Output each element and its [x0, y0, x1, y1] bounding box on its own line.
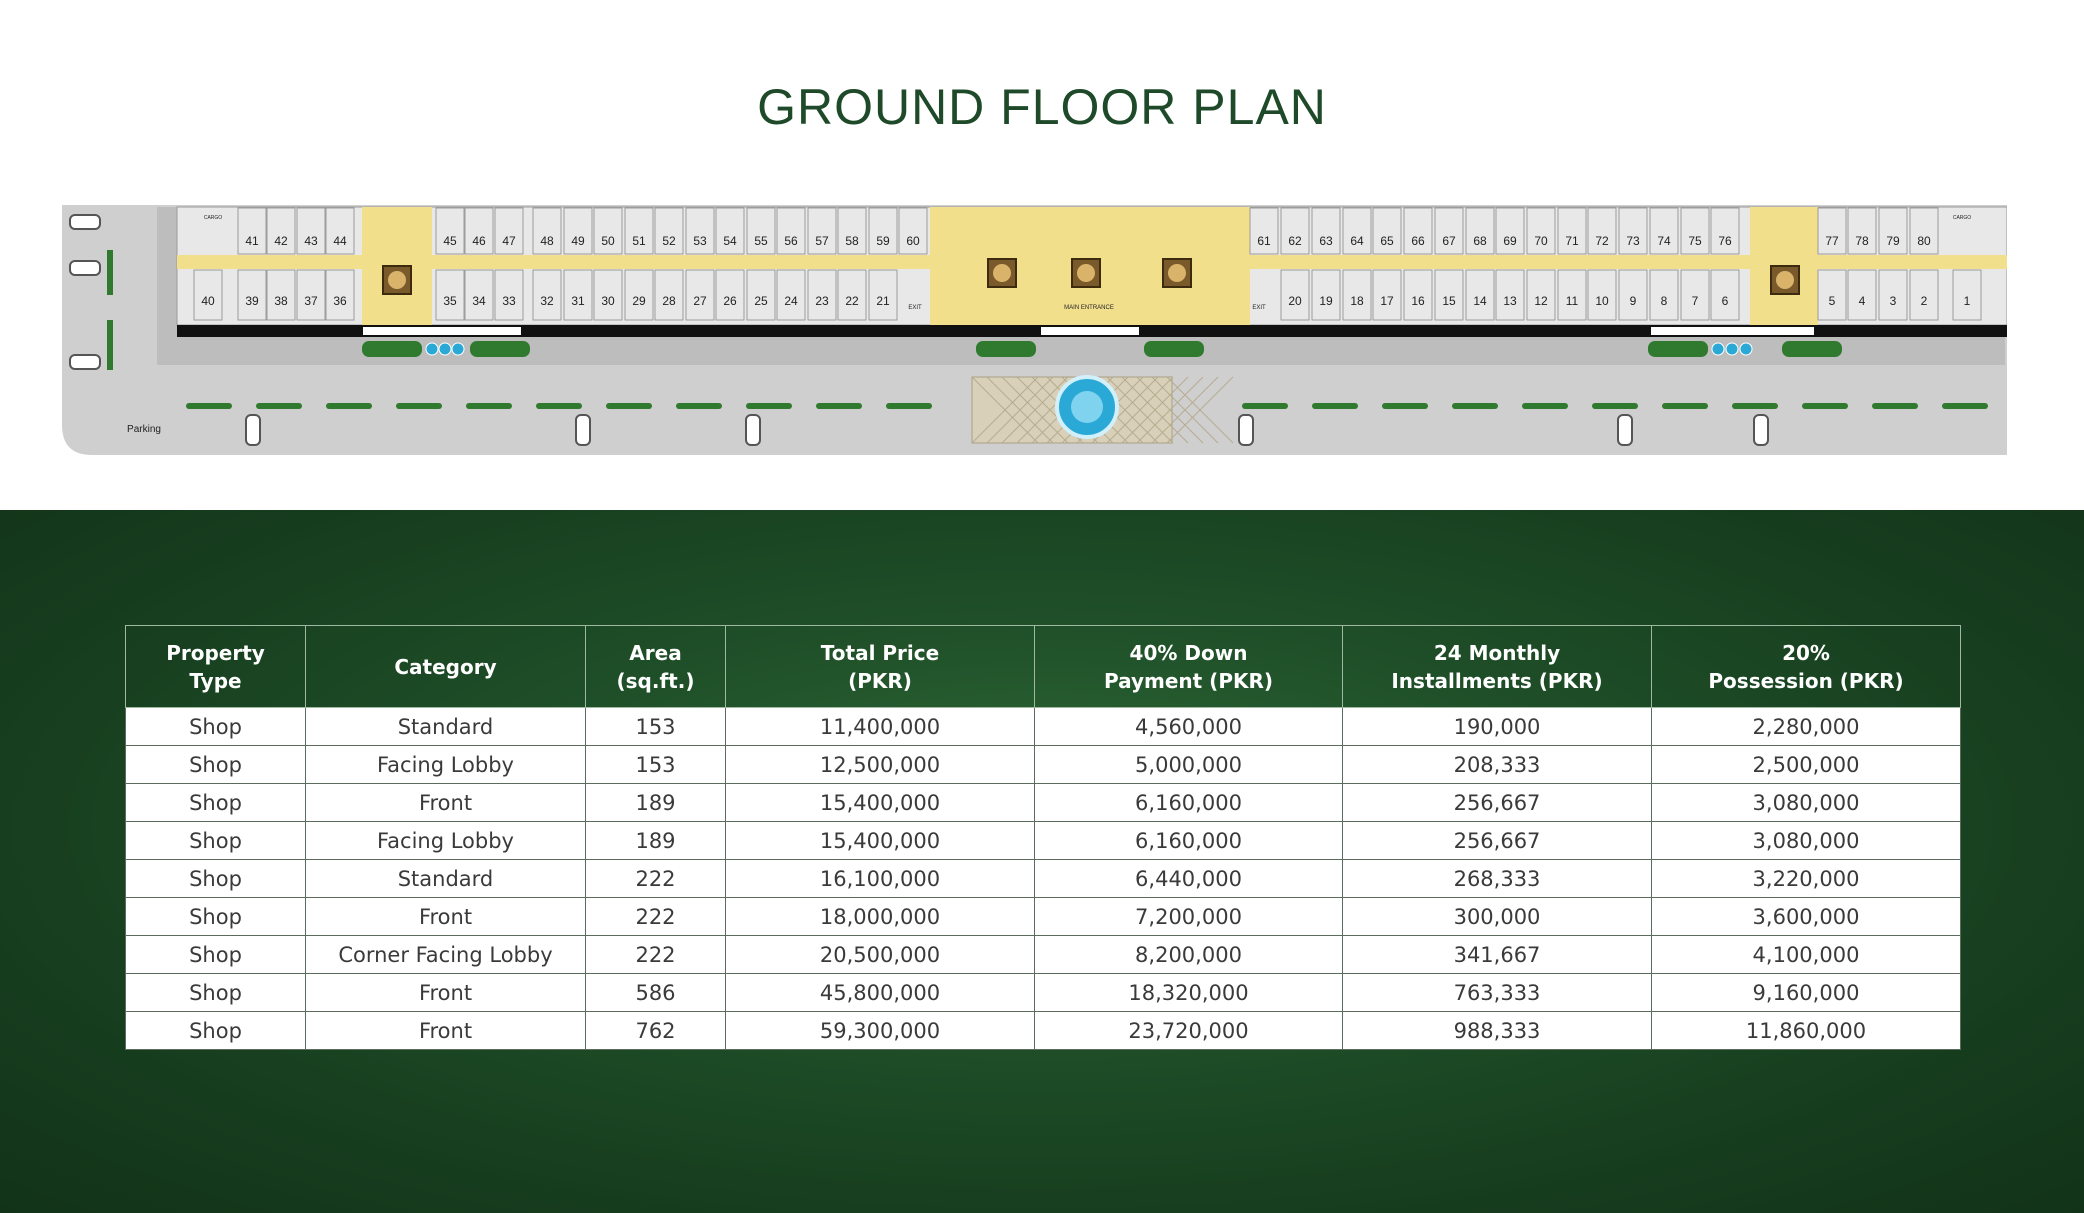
table-row — [126, 784, 1961, 822]
mini-fountain — [1712, 343, 1724, 355]
table-cell: 3,080,000 — [1652, 822, 1961, 860]
table-cell: 16,100,000 — [726, 860, 1035, 898]
shop-number: 51 — [632, 234, 646, 248]
table-cell: 4,560,000 — [1035, 708, 1343, 746]
column-header: Area (sq.ft.) — [586, 626, 726, 708]
mini-fountain — [452, 343, 464, 355]
table-cell: 8,200,000 — [1035, 936, 1343, 974]
shop-number: 18 — [1350, 294, 1364, 308]
shop-number: 20 — [1288, 294, 1302, 308]
table-cell: 15,400,000 — [726, 784, 1035, 822]
pricing-table — [125, 625, 1961, 1050]
parking-divider — [396, 403, 442, 409]
shop-number: 80 — [1917, 234, 1931, 248]
entrance-canopy — [1040, 326, 1140, 336]
table-cell: 15,400,000 — [726, 822, 1035, 860]
table-cell: 2,500,000 — [1652, 746, 1961, 784]
table-cell: 222 — [586, 936, 726, 974]
hedge-vertical — [107, 250, 113, 295]
shop-number: 30 — [601, 294, 615, 308]
parked-car — [576, 415, 590, 445]
parking-divider — [746, 403, 792, 409]
column-header: 24 Monthly Installments (PKR) — [1343, 626, 1652, 708]
parking-divider — [466, 403, 512, 409]
table-cell: Facing Lobby — [306, 822, 586, 860]
column-header: Total Price (PKR) — [726, 626, 1035, 708]
shop-number: 50 — [601, 234, 615, 248]
table-cell: Shop — [126, 822, 306, 860]
shop-number: 54 — [723, 234, 737, 248]
shop-number: 64 — [1350, 234, 1364, 248]
shop-number: 24 — [784, 294, 798, 308]
table-row — [126, 860, 1961, 898]
table-cell: 2,280,000 — [1652, 708, 1961, 746]
table-cell: 6,440,000 — [1035, 860, 1343, 898]
parking-divider — [1802, 403, 1848, 409]
shop-number: 15 — [1442, 294, 1456, 308]
table-row — [126, 708, 1961, 746]
table-cell: 762 — [586, 1012, 726, 1050]
hedge — [1648, 341, 1708, 357]
parked-car — [1618, 415, 1632, 445]
parking-divider — [1942, 403, 1988, 409]
table-cell: 222 — [586, 898, 726, 936]
table-cell: Shop — [126, 936, 306, 974]
shop-number: 35 — [443, 294, 457, 308]
table-cell: Corner Facing Lobby — [306, 936, 586, 974]
hedge — [1782, 341, 1842, 357]
hedge — [1144, 341, 1204, 357]
mini-fountain — [1726, 343, 1738, 355]
table-cell: Standard — [306, 708, 586, 746]
shop-number: 16 — [1411, 294, 1425, 308]
shop-number: 37 — [304, 294, 318, 308]
hedge — [362, 341, 422, 357]
shop-number: 78 — [1855, 234, 1869, 248]
central-fountain-core — [1071, 391, 1103, 423]
shop-number: 75 — [1688, 234, 1702, 248]
shop-number: 25 — [754, 294, 768, 308]
parking-divider — [1732, 403, 1778, 409]
table-cell: 586 — [586, 974, 726, 1012]
main-entrance-label: MAIN ENTRANCE — [1064, 305, 1114, 311]
shop-number: 5 — [1828, 294, 1836, 308]
column-header: Category — [306, 626, 586, 708]
parked-car — [1239, 415, 1253, 445]
exit-label: EXIT — [1252, 305, 1266, 311]
table-cell: Shop — [126, 860, 306, 898]
shop-number: 3 — [1889, 294, 1897, 308]
shop-number: 62 — [1288, 234, 1302, 248]
shop-number: 59 — [876, 234, 890, 248]
table-cell: 3,600,000 — [1652, 898, 1961, 936]
table-cell: 153 — [586, 746, 726, 784]
table-cell: Front — [306, 784, 586, 822]
table-cell: 3,080,000 — [1652, 784, 1961, 822]
table-cell: Shop — [126, 1012, 306, 1050]
parking-divider — [676, 403, 722, 409]
column-header: 20% Possession (PKR) — [1652, 626, 1961, 708]
shop-number: 39 — [245, 294, 259, 308]
table-cell: 153 — [586, 708, 726, 746]
parking-divider — [1522, 403, 1568, 409]
table-cell: 5,000,000 — [1035, 746, 1343, 784]
shop-number: 55 — [754, 234, 768, 248]
table-cell: 190,000 — [1343, 708, 1652, 746]
table-row — [126, 822, 1961, 860]
shop-number: 68 — [1473, 234, 1487, 248]
parked-car — [70, 215, 100, 229]
hedge-vertical — [107, 320, 113, 370]
table-row — [126, 898, 1961, 936]
floor-medallion-center — [1168, 264, 1186, 282]
shop-number: 41 — [245, 234, 259, 248]
parking-divider — [886, 403, 932, 409]
shop-number: 61 — [1257, 234, 1271, 248]
shop-number: 4 — [1858, 294, 1866, 308]
floor-plan-drawing — [62, 205, 2007, 455]
table-body — [126, 708, 1961, 1050]
floor-medallion-center — [1077, 264, 1095, 282]
parking-divider — [1872, 403, 1918, 409]
table-cell: Shop — [126, 898, 306, 936]
shop-number: 9 — [1629, 294, 1637, 308]
table-cell: 256,667 — [1343, 822, 1652, 860]
parking-divider — [1592, 403, 1638, 409]
shop-number: 29 — [632, 294, 646, 308]
parking-divider — [186, 403, 232, 409]
parking-divider — [256, 403, 302, 409]
shop-number: 60 — [906, 234, 920, 248]
hedge — [470, 341, 530, 357]
hedge — [976, 341, 1036, 357]
table-cell: 763,333 — [1343, 974, 1652, 1012]
exit-label: EXIT — [908, 305, 922, 311]
shop-number: 34 — [472, 294, 486, 308]
shop-number: 77 — [1825, 234, 1839, 248]
table-cell: Front — [306, 1012, 586, 1050]
table-cell: 59,300,000 — [726, 1012, 1035, 1050]
shop-number: 74 — [1657, 234, 1671, 248]
shop-number: 46 — [472, 234, 486, 248]
table-cell: 3,220,000 — [1652, 860, 1961, 898]
parking-divider — [1452, 403, 1498, 409]
shop-number: 71 — [1565, 234, 1579, 248]
shop-number: 70 — [1534, 234, 1548, 248]
table-cell: Shop — [126, 784, 306, 822]
parking-divider — [326, 403, 372, 409]
page-title: GROUND FLOOR PLAN — [757, 79, 1327, 135]
floor-medallion-center — [388, 271, 406, 289]
table-cell: 45,800,000 — [726, 974, 1035, 1012]
shop-number: 33 — [502, 294, 516, 308]
table-cell: 12,500,000 — [726, 746, 1035, 784]
shop-number: 66 — [1411, 234, 1425, 248]
parking-divider — [1382, 403, 1428, 409]
entrance-canopy — [1650, 326, 1815, 336]
mini-fountain — [439, 343, 451, 355]
parking-divider — [816, 403, 862, 409]
table-cell: 268,333 — [1343, 860, 1652, 898]
table-cell: 9,160,000 — [1652, 974, 1961, 1012]
parking-divider — [1312, 403, 1358, 409]
shop-number: 32 — [540, 294, 554, 308]
entrance-canopy — [362, 326, 522, 336]
shop-number: 79 — [1886, 234, 1900, 248]
shop-number: 48 — [540, 234, 554, 248]
shop-number: 22 — [845, 294, 859, 308]
table-cell: 300,000 — [1343, 898, 1652, 936]
shop-number: 8 — [1660, 294, 1668, 308]
parking-divider — [1662, 403, 1708, 409]
shop-number: 1 — [1963, 294, 1971, 308]
table-cell: Shop — [126, 746, 306, 784]
table-cell: Standard — [306, 860, 586, 898]
floor-plan — [62, 205, 2007, 455]
table-row — [126, 746, 1961, 784]
shop-number: 65 — [1380, 234, 1394, 248]
shop-number: 19 — [1319, 294, 1333, 308]
table-row — [126, 1012, 1961, 1050]
floor-medallion-center — [993, 264, 1011, 282]
table-cell: 11,860,000 — [1652, 1012, 1961, 1050]
table-cell: 11,400,000 — [726, 708, 1035, 746]
table-cell: 6,160,000 — [1035, 784, 1343, 822]
parked-car — [70, 355, 100, 369]
shop-number: 17 — [1380, 294, 1394, 308]
parking-divider — [536, 403, 582, 409]
mini-fountain — [426, 343, 438, 355]
table-row — [126, 936, 1961, 974]
shop-number: 56 — [784, 234, 798, 248]
column-header: Property Type — [126, 626, 306, 708]
shop-number: 53 — [693, 234, 707, 248]
shop-number: 36 — [333, 294, 347, 308]
column-header: 40% Down Payment (PKR) — [1035, 626, 1343, 708]
shop-number: 67 — [1442, 234, 1456, 248]
table-cell: 222 — [586, 860, 726, 898]
table-cell: Front — [306, 898, 586, 936]
shop-number: 31 — [571, 294, 585, 308]
table-cell: 256,667 — [1343, 784, 1652, 822]
shop-number: 23 — [815, 294, 829, 308]
parking-divider — [1242, 403, 1288, 409]
shop-number: 49 — [571, 234, 585, 248]
shop-number: 21 — [876, 294, 890, 308]
table-cell: Facing Lobby — [306, 746, 586, 784]
table-cell: 189 — [586, 784, 726, 822]
table-cell: 189 — [586, 822, 726, 860]
shop-number: 6 — [1721, 294, 1729, 308]
shop-number: 2 — [1920, 294, 1928, 308]
shop-number: 14 — [1473, 294, 1487, 308]
table-cell: 7,200,000 — [1035, 898, 1343, 936]
table-cell: 208,333 — [1343, 746, 1652, 784]
parked-car — [1754, 415, 1768, 445]
shop-number: 13 — [1503, 294, 1517, 308]
shop-number: 42 — [274, 234, 288, 248]
shop-number: 44 — [333, 234, 347, 248]
parked-car — [70, 261, 100, 275]
shop-number: 76 — [1718, 234, 1732, 248]
parking-label: Parking — [127, 424, 161, 435]
shop-number: 73 — [1626, 234, 1640, 248]
shop-number: 27 — [693, 294, 707, 308]
table-cell: Front — [306, 974, 586, 1012]
table-cell: 341,667 — [1343, 936, 1652, 974]
mini-fountain — [1740, 343, 1752, 355]
table-cell: 6,160,000 — [1035, 822, 1343, 860]
shop-number: 43 — [304, 234, 318, 248]
shop-number: 63 — [1319, 234, 1333, 248]
parked-car — [246, 415, 260, 445]
table-cell: 18,000,000 — [726, 898, 1035, 936]
shop-number: 40 — [201, 294, 215, 308]
shop-number: 52 — [662, 234, 676, 248]
floor-medallion-center — [1776, 271, 1794, 289]
table-cell: 18,320,000 — [1035, 974, 1343, 1012]
table-cell: 4,100,000 — [1652, 936, 1961, 974]
table-row — [126, 974, 1961, 1012]
table-cell: Shop — [126, 974, 306, 1012]
shop-number: 26 — [723, 294, 737, 308]
parking-divider — [606, 403, 652, 409]
shop-number: 7 — [1691, 294, 1699, 308]
table-cell: 988,333 — [1343, 1012, 1652, 1050]
shop-number: 28 — [662, 294, 676, 308]
table-cell: Shop — [126, 708, 306, 746]
shop-number: 45 — [443, 234, 457, 248]
cargo-label: CARGO — [203, 215, 223, 221]
shop-number: 57 — [815, 234, 829, 248]
shop-number: 47 — [502, 234, 516, 248]
shop-number: 38 — [274, 294, 288, 308]
shop-number: 10 — [1595, 294, 1609, 308]
table-cell: 20,500,000 — [726, 936, 1035, 974]
table-cell: 23,720,000 — [1035, 1012, 1343, 1050]
shop-number: 12 — [1534, 294, 1548, 308]
cargo-label: CARGO — [1952, 215, 1972, 221]
table-header-row — [126, 626, 1961, 708]
parked-car — [746, 415, 760, 445]
shop-number: 72 — [1595, 234, 1609, 248]
shop-number: 58 — [845, 234, 859, 248]
shop-number: 11 — [1565, 294, 1579, 308]
shop-number: 69 — [1503, 234, 1517, 248]
